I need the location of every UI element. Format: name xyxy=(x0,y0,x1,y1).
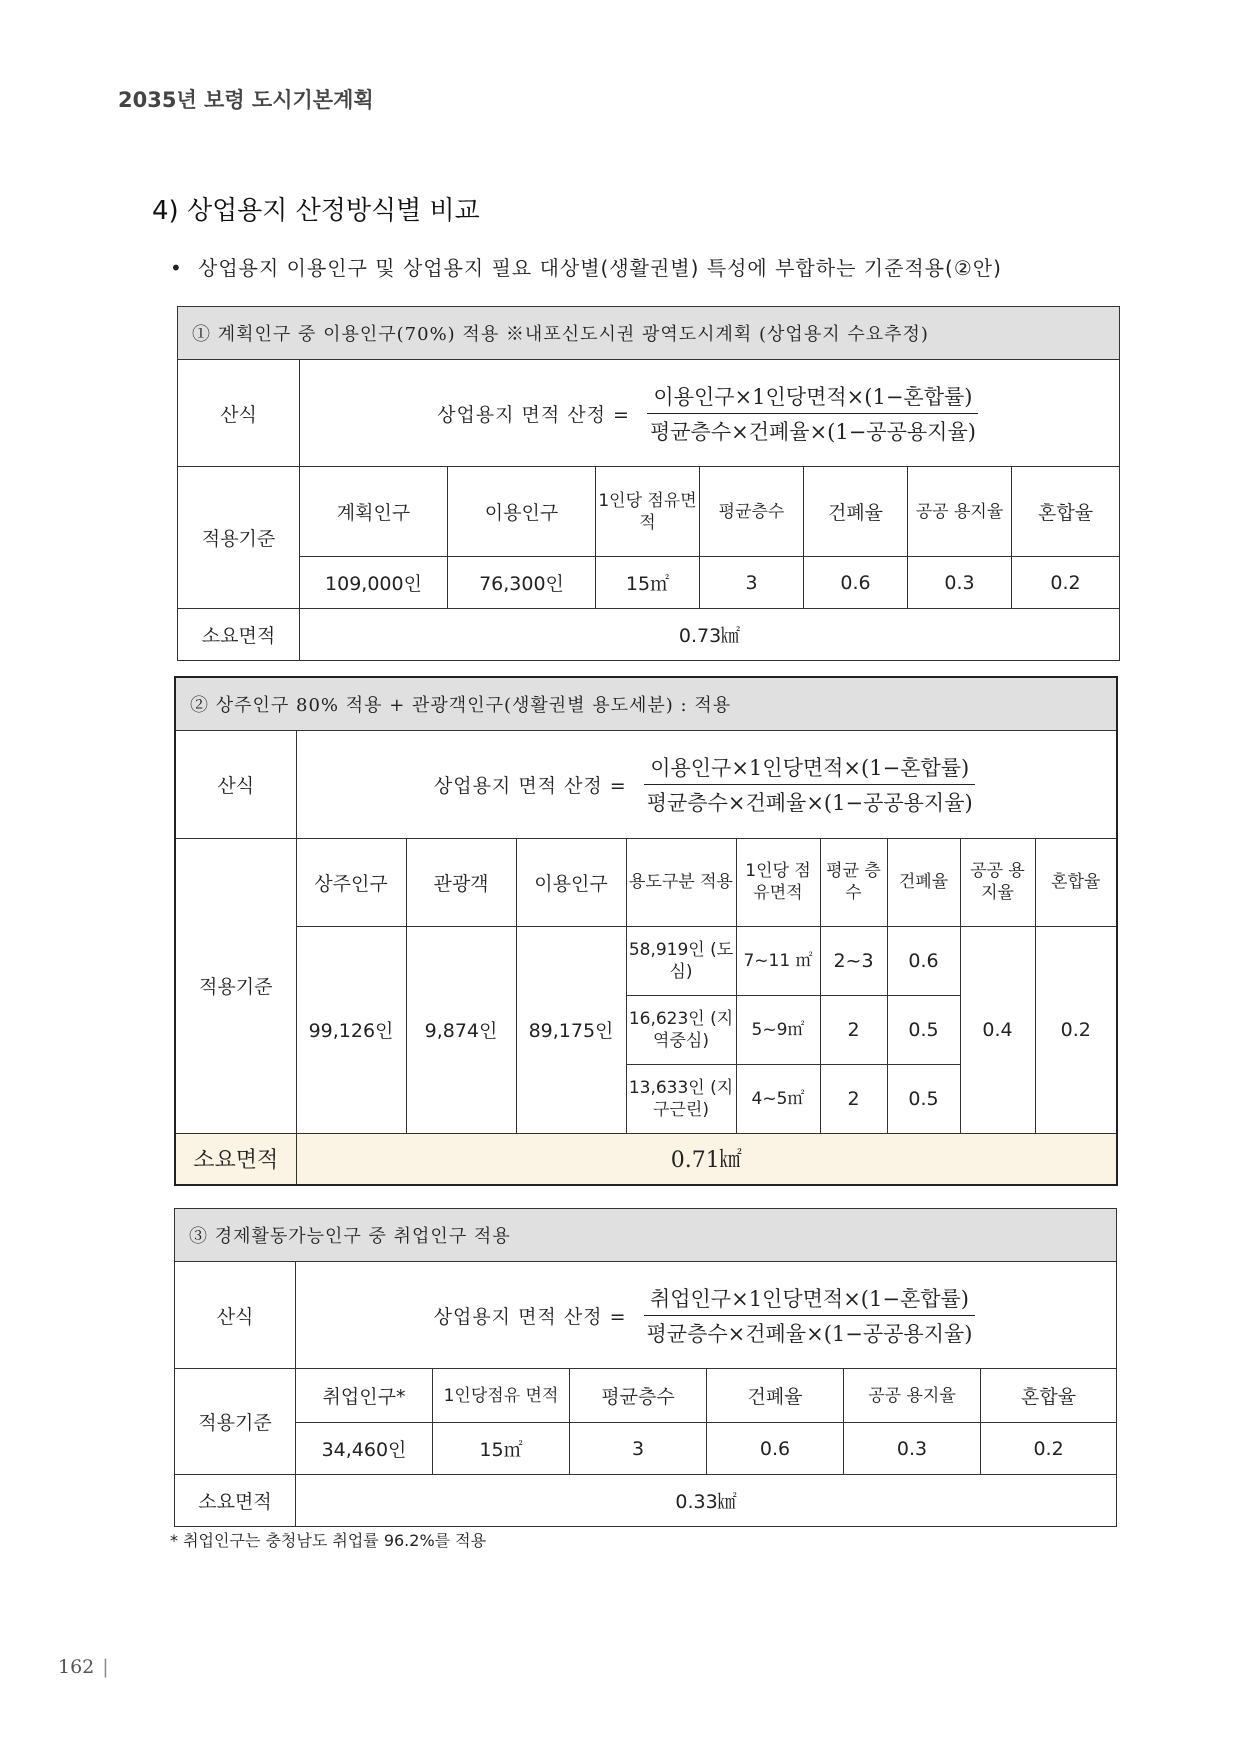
header-cell: 공공 용지율 xyxy=(844,1369,981,1423)
formula-fraction xyxy=(644,381,982,446)
value-cell: 0.2 xyxy=(981,1423,1117,1475)
value-cell: 0.6 xyxy=(887,926,960,995)
value-cell: 15㎡ xyxy=(433,1423,570,1475)
value-cell: 2 xyxy=(820,995,887,1064)
value-cell: 76,300인 xyxy=(448,557,596,609)
value-cell: 34,460인 xyxy=(296,1423,433,1475)
formula-numerator: 이용인구×1인당면적×(1−혼합률) xyxy=(647,381,978,414)
header-cell: 혼합율 xyxy=(1035,838,1117,926)
table-3-formula-label: 산식 xyxy=(175,1262,296,1369)
value-cell: 2 xyxy=(820,1064,887,1133)
value-cell: 89,175인 xyxy=(516,926,626,1133)
section-title: 4) 상업용지 산정방식별 비교 xyxy=(152,196,480,226)
table-2-area-value: 0.71㎢ xyxy=(296,1133,1117,1185)
value-cell: 0.2 xyxy=(1035,926,1117,1133)
value-cell: 0.5 xyxy=(887,995,960,1064)
value-cell: 15㎡ xyxy=(596,557,700,609)
value-cell: 0.2 xyxy=(1012,557,1120,609)
value-cell: 0.3 xyxy=(908,557,1012,609)
bullet-item xyxy=(170,252,1002,281)
value-cell: 109,000인 xyxy=(300,557,448,609)
header-cell: 건폐율 xyxy=(804,467,908,557)
page-divider: | xyxy=(102,1656,109,1678)
header-cell: 건폐율 xyxy=(887,838,960,926)
bullet-text: 상업용지 이용인구 및 상업용지 필요 대상별(생활권별) 특성에 부합하는 기준적용(②안) xyxy=(198,256,1002,280)
table-3-area-label: 소요면적 xyxy=(175,1475,296,1527)
header-cell: 평균층수 xyxy=(570,1369,707,1423)
header-cell: 혼합율 xyxy=(981,1369,1117,1423)
table-method-3 xyxy=(174,1208,1117,1527)
table-3-title: ③ 경제활동가능인구 중 취업인구 적용 xyxy=(175,1209,1117,1262)
header-cell: 1인당 점유면적 xyxy=(736,838,820,926)
value-cell: 3 xyxy=(570,1423,707,1475)
table-2-formula-label: 산식 xyxy=(175,730,296,838)
table-2-formula xyxy=(296,730,1117,838)
value-cell: 0.4 xyxy=(960,926,1035,1133)
header-cell: 1인당 점유면적 xyxy=(596,467,700,557)
formula-denominator: 평균층수×건폐율×(1−공공용지율) xyxy=(646,1321,973,1346)
formula-lhs: 상업용지 면적 산정 = xyxy=(433,1305,627,1328)
page-number-value: 162 xyxy=(58,1656,95,1678)
value-cell: 0.6 xyxy=(707,1423,844,1475)
value-cell: 99,126인 xyxy=(296,926,406,1133)
header-cell: 1인당점유 면적 xyxy=(433,1369,570,1423)
formula-denominator: 평균층수×건폐율×(1−공공용지율) xyxy=(646,790,973,815)
table-1-title: ① 계획인구 중 이용인구(70%) 적용 ※내포신도시권 광역도시계획 (상업용지 수요추정) xyxy=(178,307,1120,360)
table-2-title: ② 상주인구 80% 적용 + 관광객인구(생활권별 용도세분) : 적용 xyxy=(175,677,1117,730)
value-cell: 2~3 xyxy=(820,926,887,995)
formula-lhs: 상업용지 면적 산정 = xyxy=(433,774,627,797)
formula-lhs: 상업용지 면적 산정 = xyxy=(437,403,630,426)
formula-fraction xyxy=(641,1283,979,1348)
document-header-title: 2035년 보령 도시기본계획 xyxy=(118,88,374,112)
header-cell: 상주인구 xyxy=(296,838,406,926)
header-cell: 관광객 xyxy=(406,838,516,926)
value-cell: 16,623인 (지역중심) xyxy=(626,995,736,1064)
table-1-formula xyxy=(300,360,1120,467)
table-2-area-label: 소요면적 xyxy=(175,1133,296,1185)
table-1-criteria-label: 적용기준 xyxy=(178,467,300,609)
value-cell: 9,874인 xyxy=(406,926,516,1133)
footnote: * 취업인구는 충청남도 취업률 96.2%를 적용 xyxy=(170,1531,487,1550)
header-cell: 이용인구 xyxy=(516,838,626,926)
table-1-area-value: 0.73㎢ xyxy=(300,609,1120,661)
header-cell: 계획인구 xyxy=(300,467,448,557)
table-method-2 xyxy=(174,676,1118,1186)
header-cell: 평균 층수 xyxy=(820,838,887,926)
header-cell: 혼합율 xyxy=(1012,467,1120,557)
table-2-criteria-label: 적용기준 xyxy=(175,838,296,1133)
page-number xyxy=(58,1656,109,1678)
value-cell: 5~9㎡ xyxy=(736,995,820,1064)
value-cell: 13,633인 (지구근린) xyxy=(626,1064,736,1133)
formula-numerator: 취업인구×1인당면적×(1−혼합률) xyxy=(644,1283,975,1316)
table-3-criteria-label: 적용기준 xyxy=(175,1369,296,1475)
header-cell: 공공 용지율 xyxy=(960,838,1035,926)
table-method-1 xyxy=(177,306,1120,661)
formula-denominator: 평균층수×건폐율×(1−공공용지율) xyxy=(649,419,976,444)
formula-fraction xyxy=(641,752,979,817)
value-cell: 0.3 xyxy=(844,1423,981,1475)
header-cell: 용도구분 적용 xyxy=(626,838,736,926)
header-cell: 취업인구* xyxy=(296,1369,433,1423)
header-cell: 건폐율 xyxy=(707,1369,844,1423)
bullet-dot-icon: • xyxy=(170,256,183,280)
table-3-area-value: 0.33㎢ xyxy=(296,1475,1117,1527)
formula-numerator: 이용인구×1인당면적×(1−혼합률) xyxy=(644,752,975,785)
value-cell: 3 xyxy=(700,557,804,609)
table-3-formula xyxy=(296,1262,1117,1369)
table-1-area-label: 소요면적 xyxy=(178,609,300,661)
header-cell: 이용인구 xyxy=(448,467,596,557)
header-cell: 공공 용지율 xyxy=(908,467,1012,557)
value-cell: 0.5 xyxy=(887,1064,960,1133)
value-cell: 4~5㎡ xyxy=(736,1064,820,1133)
value-cell: 7~11 ㎡ xyxy=(736,926,820,995)
table-1-formula-label: 산식 xyxy=(178,360,300,467)
header-cell: 평균층수 xyxy=(700,467,804,557)
value-cell: 0.6 xyxy=(804,557,908,609)
value-cell: 58,919인 (도심) xyxy=(626,926,736,995)
